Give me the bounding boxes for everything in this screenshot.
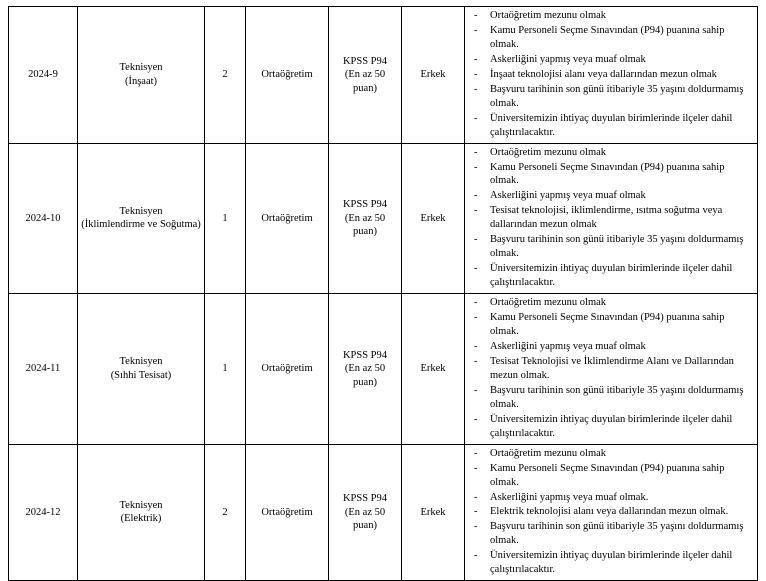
list-item xyxy=(468,311,754,339)
row-title xyxy=(78,7,205,144)
row-education: Ortaöğretim xyxy=(246,7,329,144)
row-score-line-3: puan) xyxy=(353,226,377,238)
dash-marker: - xyxy=(474,506,478,518)
condition-text: Başvuru tarihinin son günü itibariyle 35 yaşını doldurmamış olmak. xyxy=(490,234,744,260)
dash-marker: - xyxy=(474,10,478,21)
condition-text: Kamu Personeli Seçme Sınavından (P94) puanına sahip olmak. xyxy=(490,24,725,50)
row-count: 2 xyxy=(205,7,246,144)
row-title-sub: (İnşaat) xyxy=(124,75,158,87)
list-item xyxy=(468,262,754,290)
conditions-list xyxy=(468,9,754,140)
row-title-main: Teknisyen xyxy=(119,62,163,74)
row-score-line-1: KPSS P94 xyxy=(342,493,388,505)
row-score-line-2: (En az 50 xyxy=(344,363,386,375)
row-score-line-2: (En az 50 xyxy=(344,212,386,224)
condition-text: Tesisat Teknolojisi ve İklimlendirme Alanı ve Dallarından mezun olmak. xyxy=(490,355,734,381)
dash-marker: - xyxy=(474,297,478,309)
dash-marker: - xyxy=(474,161,478,173)
row-score-line-2: (En az 50 xyxy=(344,69,386,81)
condition-text: Elektrik teknolojisi alanı veya dallarından mezun olmak. xyxy=(490,506,729,518)
table-row xyxy=(9,444,758,581)
row-title-sub: (İklimlendirme ve Soğutma) xyxy=(81,219,201,231)
dash-marker: - xyxy=(474,24,478,36)
row-gender: Erkek xyxy=(402,143,465,294)
condition-text: Ortaöğretim mezunu olmak xyxy=(490,297,607,309)
row-title xyxy=(78,294,205,445)
condition-text: Ortaöğretim mezunu olmak xyxy=(490,10,607,21)
list-item xyxy=(468,112,754,140)
list-item xyxy=(468,413,754,441)
row-gender: Erkek xyxy=(402,444,465,581)
condition-text: Üniversitemizin ihtiyaç duyulan birimlerinde ilçeler dahil çalıştırılacaktır. xyxy=(490,550,733,576)
list-item xyxy=(468,505,754,519)
row-title-sub: (Sıhhi Tesisat) xyxy=(110,369,172,381)
list-item xyxy=(468,161,754,189)
row-code: 2024-9 xyxy=(9,7,78,144)
row-code: 2024-10 xyxy=(9,143,78,294)
row-score-type xyxy=(329,7,402,144)
condition-text: Üniversitemizin ihtiyaç duyulan birimlerinde ilçeler dahil çalıştırılacaktır. xyxy=(490,112,733,138)
dash-marker: - xyxy=(474,68,478,80)
row-title-main: Teknisyen xyxy=(119,356,163,368)
table-row xyxy=(9,294,758,445)
condition-text: Ortaöğretim mezunu olmak xyxy=(490,146,607,158)
dash-marker: - xyxy=(474,83,478,95)
row-title xyxy=(78,143,205,294)
list-item xyxy=(468,53,754,67)
list-item xyxy=(468,384,754,412)
positions-table-body xyxy=(9,7,758,581)
dash-marker: - xyxy=(474,462,478,474)
dash-marker: - xyxy=(474,234,478,246)
row-conditions xyxy=(465,143,758,294)
row-count: 1 xyxy=(205,294,246,445)
row-education: Ortaöğretim xyxy=(246,294,329,445)
dash-marker: - xyxy=(474,263,478,275)
condition-text: Askerliğini yapmış veya muaf olmak xyxy=(490,340,646,352)
row-score-line-1: KPSS P94 xyxy=(342,199,388,211)
row-title-main: Teknisyen xyxy=(119,499,163,511)
list-item xyxy=(468,68,754,82)
list-item xyxy=(468,549,754,577)
row-score-line-3: puan) xyxy=(353,82,377,94)
condition-text: Kamu Personeli Seçme Sınavından (P94) puanına sahip olmak. xyxy=(490,161,725,187)
row-score-line-2: (En az 50 xyxy=(344,506,386,518)
row-score-type xyxy=(329,444,402,581)
condition-text: Tesisat teknolojisi, iklimlendirme, ısıtma soğutma veya dallarından mezun olmak xyxy=(490,205,723,231)
row-score-line-3: puan) xyxy=(353,376,377,388)
dash-marker: - xyxy=(474,205,478,217)
dash-marker: - xyxy=(474,53,478,65)
dash-marker: - xyxy=(474,550,478,562)
list-item xyxy=(468,462,754,490)
row-gender: Erkek xyxy=(402,7,465,144)
row-count: 1 xyxy=(205,143,246,294)
condition-text: Başvuru tarihinin son günü itibariyle 35 yaşını doldurmamış olmak. xyxy=(490,521,744,547)
dash-marker: - xyxy=(474,447,478,459)
row-title-main: Teknisyen xyxy=(119,205,163,217)
condition-text: Kamu Personeli Seçme Sınavından (P94) puanına sahip olmak. xyxy=(490,462,725,488)
list-item xyxy=(468,491,754,505)
condition-text: İnşaat teknolojisi alanı veya dallarından mezun olmak xyxy=(490,68,717,80)
dash-marker: - xyxy=(474,521,478,533)
condition-text: Askerliğini yapmış veya muaf olmak. xyxy=(490,491,649,503)
dash-marker: - xyxy=(474,312,478,324)
row-code: 2024-12 xyxy=(9,444,78,581)
row-score-line-1: KPSS P94 xyxy=(342,55,388,67)
row-code: 2024-11 xyxy=(9,294,78,445)
row-conditions xyxy=(465,444,758,581)
row-conditions xyxy=(465,7,758,144)
conditions-list xyxy=(468,146,754,291)
conditions-list xyxy=(468,447,754,578)
dash-marker: - xyxy=(474,384,478,396)
dash-marker: - xyxy=(474,112,478,124)
row-score-type xyxy=(329,143,402,294)
list-item xyxy=(468,189,754,203)
condition-text: Üniversitemizin ihtiyaç duyulan birimlerinde ilçeler dahil çalıştırılacaktır. xyxy=(490,263,733,289)
condition-text: Askerliğini yapmış veya muaf olmak xyxy=(490,190,646,202)
positions-table xyxy=(8,6,758,581)
dash-marker: - xyxy=(474,340,478,352)
condition-text: Askerliğini yapmış veya muaf olmak xyxy=(490,53,646,65)
condition-text: Başvuru tarihinin son günü itibariyle 35 yaşını doldurmamış olmak. xyxy=(490,384,744,410)
row-score-line-3: puan) xyxy=(353,520,377,532)
list-item xyxy=(468,204,754,232)
row-conditions xyxy=(465,294,758,445)
row-title-sub: (Elektrik) xyxy=(120,513,162,525)
row-gender: Erkek xyxy=(402,294,465,445)
list-item xyxy=(468,146,754,160)
condition-text: Ortaöğretim mezunu olmak xyxy=(490,447,607,459)
list-item xyxy=(468,233,754,261)
dash-marker: - xyxy=(474,355,478,367)
list-item xyxy=(468,520,754,548)
condition-text: Üniversitemizin ihtiyaç duyulan birimlerinde ilçeler dahil çalıştırılacaktır. xyxy=(490,413,733,439)
row-title xyxy=(78,444,205,581)
condition-text: Kamu Personeli Seçme Sınavından (P94) puanına sahip olmak. xyxy=(490,312,725,338)
row-education: Ortaöğretim xyxy=(246,143,329,294)
conditions-list xyxy=(468,296,754,441)
list-item xyxy=(468,83,754,111)
table-row xyxy=(9,7,758,144)
dash-marker: - xyxy=(474,146,478,158)
row-education: Ortaöğretim xyxy=(246,444,329,581)
row-score-type xyxy=(329,294,402,445)
list-item xyxy=(468,296,754,310)
condition-text: Başvuru tarihinin son günü itibariyle 35 yaşını doldurmamış olmak. xyxy=(490,83,744,109)
dash-marker: - xyxy=(474,190,478,202)
dash-marker: - xyxy=(474,491,478,503)
list-item xyxy=(468,355,754,383)
list-item xyxy=(468,9,754,23)
list-item xyxy=(468,447,754,461)
row-count: 2 xyxy=(205,444,246,581)
list-item xyxy=(468,24,754,52)
row-score-line-1: KPSS P94 xyxy=(342,349,388,361)
list-item xyxy=(468,340,754,354)
table-row xyxy=(9,143,758,294)
dash-marker: - xyxy=(474,413,478,425)
